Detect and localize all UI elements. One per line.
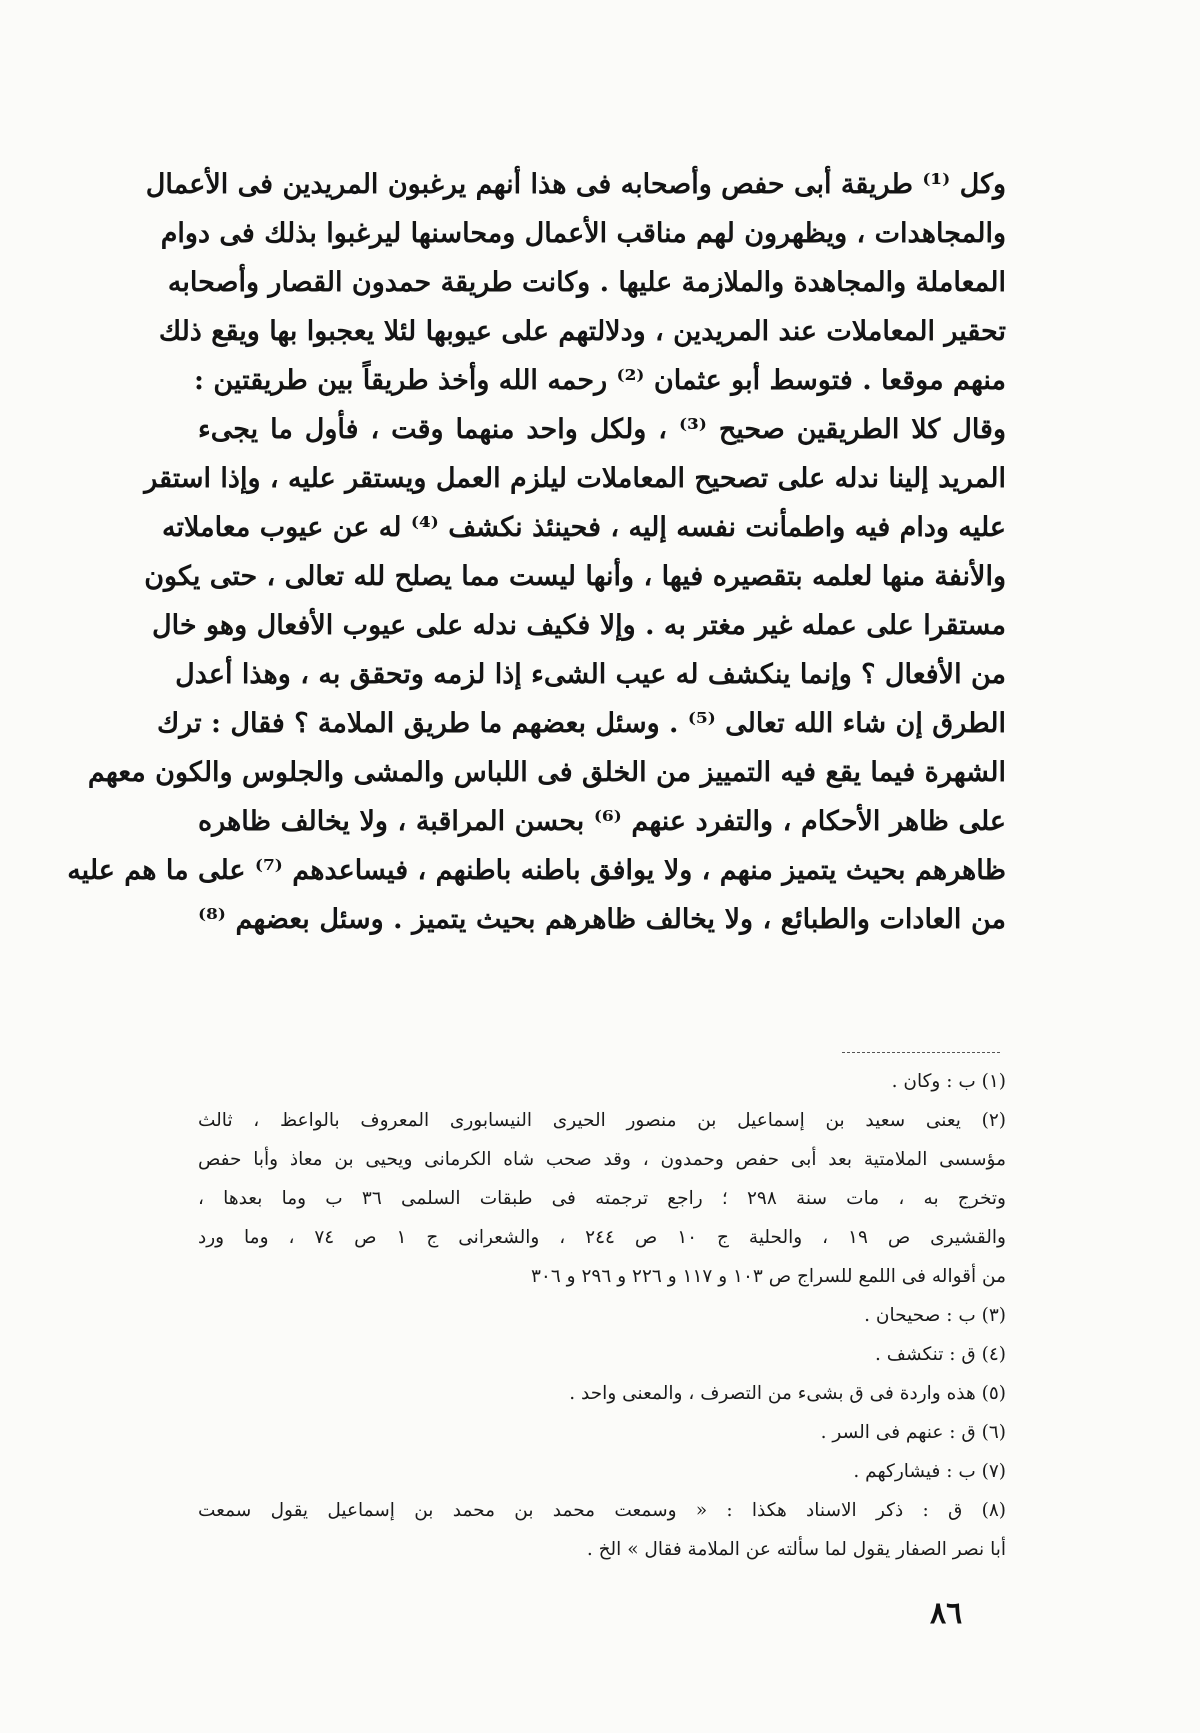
main-text-line: والأنفة منها لعلمه بتقصيره فيها ، وأنها ليست مما يصلح لله تعالى ، حتى يكون [144, 561, 1006, 592]
footnote-2-line: من أقواله فى اللمع للسراج ص ١٠٣ و ١١٧ و ٢٢٦ و ٢٩٦ و ٣٠٦ [530, 1266, 1006, 1287]
footnote-2-line: (٢) يعنى سعيد بن إسماعيل بن منصور الحيرى النيسابورى المعروف بالواعظ ، ثالث [198, 1110, 1006, 1131]
main-text-block [67, 160, 1006, 944]
main-text-line: تحقير المعاملات عند المريدين ، ودلالتهم على عيوبها لئلا يعجبوا بها ويقع ذلك [158, 316, 1006, 347]
main-text-line: عليه ودام فيه واطمأنت نفسه إليه ، فحينئذ نكشف ⁽⁴⁾ له عن عيوب معاملاته [162, 512, 1006, 543]
main-text-line: الشهرة فيما يقع فيه التمييز من الخلق فى اللباس والمشى والجلوس والكون معهم [87, 757, 1006, 788]
footnote-1: (١) ب : وكان . [891, 1071, 1006, 1092]
main-text-line: من الأفعال ؟ وإنما ينكشف له عيب الشىء إذا لزمه وتحقق به ، وهذا أعدل [175, 659, 1006, 690]
footnote-2-line: وتخرج به ، مات سنة ٢٩٨ ؛ راجع ترجمته فى طبقات السلمى ٣٦ ب وما بعدها ، [198, 1188, 1006, 1209]
footnotes-block [198, 1062, 1006, 1569]
main-text-line: الطرق إن شاء الله تعالى ⁽⁵⁾ . وسئل بعضهم ما طريق الملامة ؟ فقال : ترك [156, 708, 1006, 739]
footnote-5: (٥) هذه واردة فى ق بشىء من التصرف ، والمعنى واحد . [569, 1383, 1006, 1404]
main-text-line: مستقرا على عمله غير مغتر به . وإلا فكيف ندله على عيوب الأفعال وهو خال [152, 610, 1006, 641]
footnote-2-line: مؤسسى الملامتية بعد أبى حفص وحمدون ، وقد صحب شاه الكرمانى ويحيى بن معاذ وأبا حفص [198, 1149, 1006, 1170]
footnote-7: (٧) ب : فيشاركهم . [853, 1461, 1006, 1482]
main-text-line: على ظاهر الأحكام ، والتفرد عنهم ⁽⁶⁾ بحسن المراقبة ، ولا يخالف ظاهره [198, 806, 1006, 837]
footnote-3: (٣) ب : صحيحان . [864, 1305, 1006, 1326]
main-text-line: وكل ⁽¹⁾ طريقة أبى حفص وأصحابه فى هذا أنهم يرغبون المريدين فى الأعمال [145, 169, 1006, 200]
footnote-8-line: (٨) ق : ذكر الاسناد هكذا : « وسمعت محمد بن محمد بن إسماعيل يقول سمعت [198, 1500, 1006, 1521]
footnote-4: (٤) ق : تنكشف . [875, 1344, 1006, 1365]
main-text-line: منهم موقعا . فتوسط أبو عثمان ⁽²⁾ رحمه الله وأخذ طريقاً بين طريقتين : [194, 365, 1006, 396]
main-text-line: وقال كلا الطريقين صحيح ⁽³⁾ ، ولكل واحد منهما وقت ، فأول ما يجىء [198, 414, 1006, 445]
main-text-line: المعاملة والمجاهدة والملازمة عليها . وكانت طريقة حمدون القصار وأصحابه [167, 267, 1006, 298]
footnote-6: (٦) ق : عنهم فى السر . [820, 1422, 1006, 1443]
main-text-line: والمجاهدات ، ويظهرون لهم مناقب الأعمال ومحاسنها ليرغبوا بذلك فى دوام [160, 218, 1006, 249]
main-text-line: ظاهرهم بحيث يتميز منهم ، ولا يوافق باطنه باطنهم ، فيساعدهم ⁽⁷⁾ على ما هم عليه [67, 855, 1006, 886]
footnote-8-line: أبا نصر الصفار يقول لما سألته عن الملامة فقال » الخ . [586, 1539, 1006, 1560]
main-text-line: المريد إلينا ندله على تصحيح المعاملات ليلزم العمل ويستقر عليه ، وإذا استقر [144, 463, 1006, 494]
footnote-2-line: والقشيرى ص ١٩ ، والحلية ج ١٠ ص ٢٤٤ ، والشعرانى ج ١ ص ٧٤ ، وما ورد [198, 1227, 1006, 1248]
footnote-separator [842, 1052, 1000, 1053]
main-text-line: من العادات والطبائع ، ولا يخالف ظاهرهم بحيث يتميز . وسئل بعضهم ⁽⁸⁾ [198, 904, 1006, 935]
page-number: ٨٦ [930, 1596, 963, 1631]
